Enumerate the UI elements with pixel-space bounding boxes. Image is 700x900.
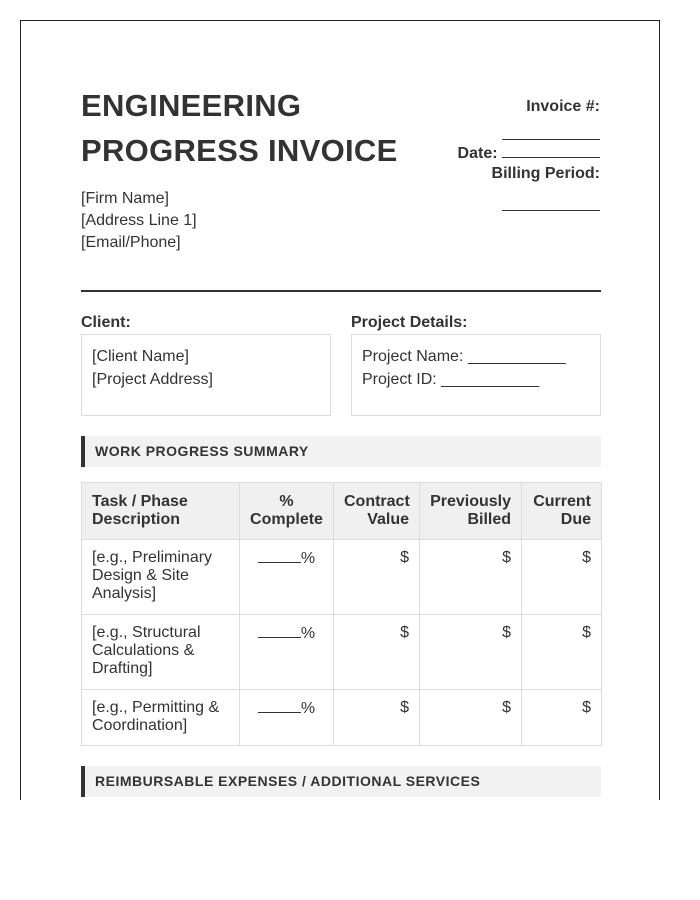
reimbursable-heading: REIMBURSABLE EXPENSES / ADDITIONAL SERVICES — [81, 766, 601, 797]
billing-period-field[interactable] — [502, 196, 600, 216]
header-divider — [81, 290, 601, 292]
project-details-box[interactable] — [351, 334, 601, 416]
invoice-title-line1: ENGINEERING — [81, 88, 302, 123]
contract-value-cell[interactable]: $ — [334, 540, 420, 615]
work-progress-table — [81, 482, 602, 746]
client-label: Client: — [81, 314, 131, 331]
column-header-contract: Contract Value — [334, 483, 420, 540]
firm-contact: [Email/Phone] — [81, 234, 181, 251]
current-due-cell[interactable]: $ — [522, 615, 602, 690]
previously-billed-cell[interactable]: $ — [420, 615, 522, 690]
percent-sign: % — [300, 700, 316, 717]
percent-complete-cell[interactable] — [240, 540, 334, 615]
client-box[interactable] — [81, 334, 331, 416]
current-due-cell[interactable]: $ — [522, 540, 602, 615]
invoice-number-label: Invoice #: — [526, 98, 600, 115]
task-description[interactable]: [e.g., Permitting & Coordination] — [82, 690, 240, 746]
contract-value-cell[interactable]: $ — [334, 615, 420, 690]
percent-complete-cell[interactable] — [240, 615, 334, 690]
percent-complete-cell[interactable] — [240, 690, 334, 746]
column-header-task: Task / Phase Description — [82, 483, 240, 540]
date-label: Date: — [457, 145, 498, 162]
invoice-title-line2: PROGRESS INVOICE — [81, 133, 398, 168]
table-row — [82, 615, 602, 690]
table-row — [82, 690, 602, 746]
client-address: [Project Address] — [92, 371, 213, 388]
previously-billed-cell[interactable]: $ — [420, 540, 522, 615]
work-progress-heading: WORK PROGRESS SUMMARY — [81, 436, 601, 467]
percent-sign: % — [300, 550, 316, 567]
table-row — [82, 540, 602, 615]
date-row — [458, 143, 600, 163]
firm-address: [Address Line 1] — [81, 212, 197, 229]
previously-billed-cell[interactable]: $ — [420, 690, 522, 746]
billing-period-label: Billing Period: — [491, 165, 600, 182]
column-header-current: Current Due — [522, 483, 602, 540]
invoice-number-field[interactable] — [502, 125, 600, 145]
percent-sign: % — [300, 625, 316, 642]
contract-value-cell[interactable]: $ — [334, 690, 420, 746]
project-details-label: Project Details: — [351, 314, 468, 331]
table-header-row — [82, 483, 602, 540]
date-field[interactable] — [502, 143, 600, 158]
firm-info — [81, 188, 197, 254]
current-due-cell[interactable]: $ — [522, 690, 602, 746]
task-description[interactable]: [e.g., Structural Calculations & Drafting] — [82, 615, 240, 690]
project-name-field: Project Name: ___________ — [362, 348, 566, 365]
column-header-percent: % Complete — [240, 483, 334, 540]
column-header-previous: Previously Billed — [420, 483, 522, 540]
project-id-field: Project ID: ___________ — [362, 371, 540, 388]
firm-name: [Firm Name] — [81, 190, 169, 207]
invoice-page — [20, 20, 660, 800]
invoice-title — [81, 83, 398, 173]
task-description[interactable]: [e.g., Preliminary Design & Site Analysis] — [82, 540, 240, 615]
client-name: [Client Name] — [92, 348, 189, 365]
